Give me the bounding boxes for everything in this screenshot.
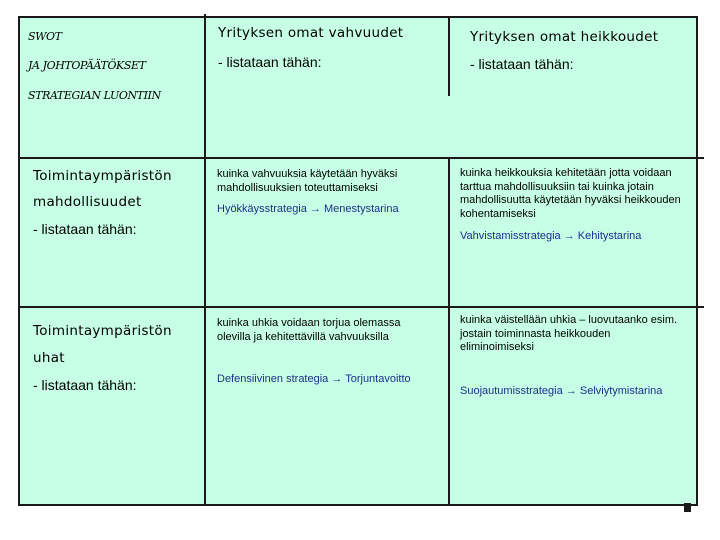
st-strategy-name: Defensiivinen strategia <box>217 373 329 385</box>
wt-description: kuinka väistellään uhkia – luovutaanko esim. jostain toiminnasta heikkouden eliminoimiseksi <box>460 314 678 353</box>
arrow-right-icon: → <box>331 373 343 385</box>
threats-header-line1: Toimintaympäristön <box>33 323 172 339</box>
divider-vertical-2 <box>448 16 450 96</box>
divider-vertical-2b <box>448 158 450 506</box>
threats-list: - listataan tähän: <box>33 377 137 393</box>
corner-marker <box>684 503 691 512</box>
wo-result: Kehitystarina <box>577 230 642 242</box>
weaknesses-header: Yrityksen omat heikkoudet <box>470 29 659 45</box>
wt-strategy-name: Suojautumisstrategia <box>460 385 563 397</box>
wt-strategy <box>460 385 662 397</box>
divider-vertical-1 <box>204 14 206 506</box>
st-strategy <box>217 373 411 385</box>
strengths-list: - listataan tähän: <box>218 54 322 70</box>
so-description: kuinka vahvuuksia käytetään hyväksi mahdollisuuksien toteuttamiseksi <box>217 168 398 194</box>
wo-description: kuinka heikkouksia kehitetään jotta voidaan tarttua mahdollisuuksiin tai kuinka jotain mahdollisuutta käytetään hyväksi heikkouden kohentamiseksi <box>460 167 681 220</box>
conclusions-label: JA JOHTOPÄÄTÖKSET <box>28 59 146 72</box>
arrow-right-icon: → <box>565 385 577 397</box>
opportunities-header-line2: mahdollisuudet <box>33 194 142 210</box>
st-result: Torjuntavoitto <box>345 373 411 385</box>
divider-horizontal-2 <box>18 306 704 308</box>
st-description: kuinka uhkia voidaan torjua olemassa olevilla ja kehitettävillä vahvuuksilla <box>217 317 401 343</box>
arrow-right-icon: → <box>563 230 575 242</box>
opportunities-header-line1: Toimintaympäristön <box>33 168 172 184</box>
opportunities-list: - listataan tähän: <box>33 221 137 237</box>
wo-strategy-name: Vahvistamisstrategia <box>460 230 561 242</box>
wt-result: Selviytymistarina <box>579 385 663 397</box>
so-strategy-name: Hyökkäysstrategia <box>217 203 307 215</box>
strategy-creation-label: STRATEGIAN LUONTIIN <box>28 89 161 102</box>
swot-label: SWOT <box>28 30 62 43</box>
wo-strategy <box>460 230 641 242</box>
threats-header-line2: uhat <box>33 350 65 366</box>
divider-horizontal-1 <box>18 157 704 159</box>
weaknesses-list: - listataan tähän: <box>470 56 574 72</box>
so-result: Menestystarina <box>324 203 399 215</box>
strengths-header: Yrityksen omat vahvuudet <box>218 25 404 41</box>
so-strategy <box>217 203 399 215</box>
arrow-right-icon: → <box>309 203 321 215</box>
